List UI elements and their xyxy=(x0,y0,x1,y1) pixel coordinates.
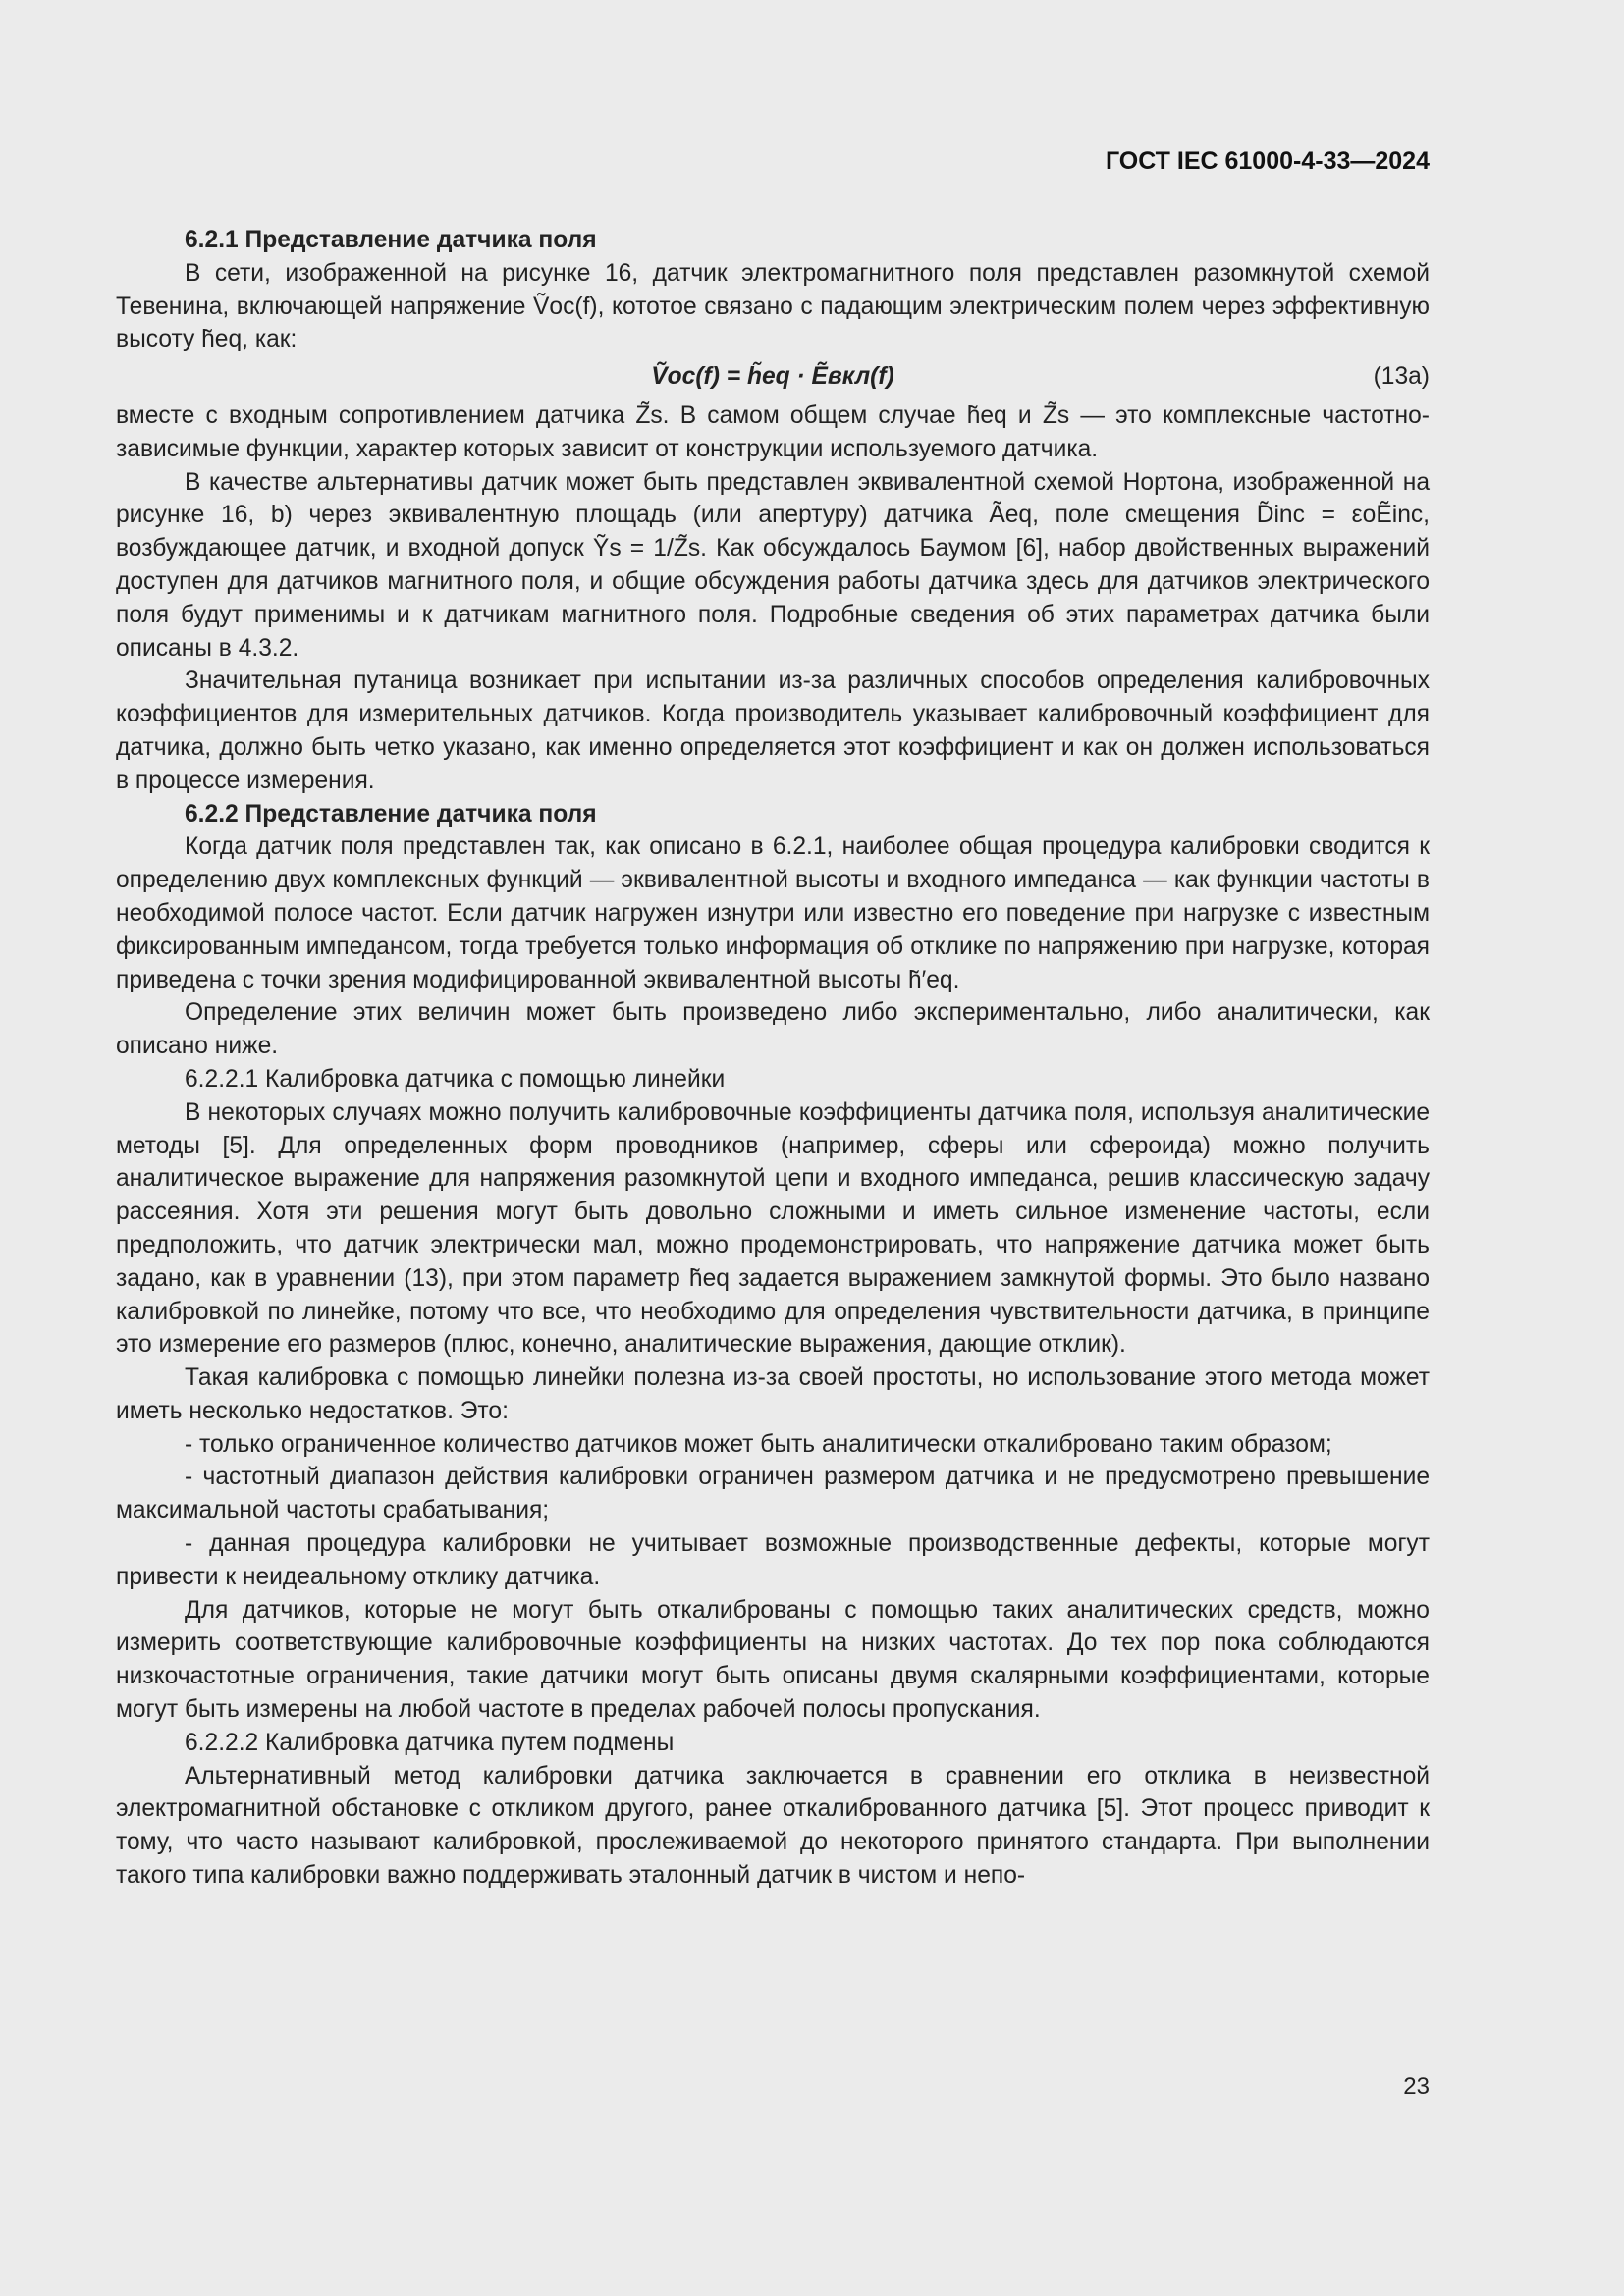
paragraph: 6.2.2.1 Калибровка датчика с помощью линейки xyxy=(185,1065,726,1093)
equation xyxy=(116,360,1430,394)
paragraph: - данная процедура калибровки не учитывает возможные производственные дефекты, которые могут привести к неидеальному отклику датчика. xyxy=(116,1530,1430,1590)
paragraph: Для датчиков, которые не могут быть откалиброваны с помощью таких аналитических средств, можно измерить соответствующие калибровочные коэффициенты на низких частотах. До тех пор пока соблюдаются низкочастотные ограничения, такие датчики могут быть описаны двумя скалярными коэффициентами, которые могут быть измерены на любой частоте в пределах рабочей полосы пропускания. xyxy=(116,1596,1430,1724)
document-id-header: ГОСТ IEC 61000-4-33—2024 xyxy=(1105,147,1430,175)
paragraph: Такая калибровка с помощью линейки полезна из-за своей простоты, но использование этого метода может иметь несколько недостатков. Это: xyxy=(116,1364,1430,1424)
paragraph: вместе с входным сопротивлением датчика Z̃s. В самом общем случае h̃eq и Z̃s — это комплексные частотно-зависимые функции, характер которых зависит от конструкции используемого датчика. xyxy=(116,401,1430,462)
paragraph: 6.2.2.2 Калибровка датчика путем подмены xyxy=(185,1729,675,1756)
paragraph: - только ограниченное количество датчиков может быть аналитически откалибровано таким образом; xyxy=(185,1430,1332,1458)
section-heading: 6.2.2 Представление датчика поля xyxy=(185,800,597,828)
paragraph: Значительная путаница возникает при испытании из-за различных способов определения калибровочных коэффициентов для измерительных датчиков. Когда производитель указывает калибровочный коэффициент для датчика, должно быть четко указано, как именно определяется этот коэффициент и как он должен использоваться в процессе измерения. xyxy=(116,667,1430,794)
equation-number: (13а) xyxy=(1373,363,1430,391)
section-heading: 6.2.1 Представление датчика поля xyxy=(185,227,597,253)
paragraph: Альтернативный метод калибровки датчика заключается в сравнении его отклика в неизвестной электромагнитной обстановке с откликом другого, ранее откалиброванного датчика [5]. Этот процесс приводит к тому, что часто называют калибровкой, прослеживаемой до некоторого принятого стандарта. При выполнении такого типа калибровки важно поддерживать эталонный датчик в чистом и непо- xyxy=(116,1762,1430,1890)
paragraph: В качестве альтернативы датчик может быть представлен эквивалентной схемой Нортона, изображенной на рисунке 16, b) через эквивалентную площадь (или апертуру) датчика Ãeq, поле смещения D̃inc = εoẼinc, возбуждающее датчик, и входной допуск Ỹs = 1/Z̃s. Как обсуждалось Баумом [6], набор двойственных выражений доступен для датчиков магнитного поля, и общие обсуждения работы датчика здесь для датчиков электрического поля будут применимы и к датчикам магнитного поля. Подробные сведения об этих параметрах датчика были описаны в 4.3.2. xyxy=(116,468,1430,662)
paragraph: В некоторых случаях можно получить калибровочные коэффициенты датчика поля, используя аналитические методы [5]. Для определенных форм проводников (например, сферы или сфероида) можно получить аналитическое выражение для напряжения разомкнутой цепи и входного импеданса, решив классическую задачу рассеяния. Хотя эти решения могут быть довольно сложными и иметь сильное изменение частоты, если предположить, что датчик электрически мал, можно продемонстрировать, что напряжение датчика может быть задано, как в уравнении (13), при этом параметр h̃eq задается выражением замкнутой формы. Это было названо калибровкой по линейке, потому что все, что необходимо для определения чувствительности датчика, в принципе это измерение его размеров (плюс, конечно, аналитические выражения, дающие отклик). xyxy=(116,1098,1430,1359)
page-number: 23 xyxy=(1403,2073,1430,2100)
paragraph: В сети, изображенной на рисунке 16, датчик электромагнитного поля представлен разомкнутой схемой Тевенина, включающей напряжение Ṽoc(f), кототое связано с падающим электрическим полем через эффективную высоту h̃eq, как: xyxy=(116,259,1430,353)
paragraph: Определение этих величин может быть произведено либо экспериментально, либо аналитически, как описано ниже. xyxy=(116,999,1430,1060)
paragraph: Когда датчик поля представлен так, как описано в 6.2.1, наиболее общая процедура калибровки сводится к определению двух комплексных функций — эквивалентной высоты и входного импеданса — как функции частоты в необходимой полосе частот. Если датчик нагружен изнутри или известно его поведение при нагрузке с известным фиксированным импедансом, тогда требуется только информация об отклике по напряжению при нагрузке, которая приведена с точки зрения модифицированной эквивалентной высоты h̃′eq. xyxy=(116,833,1430,993)
paragraph: - частотный диапазон действия калибровки ограничен размером датчика и не предусмотрено превышение максимальной частоты срабатывания; xyxy=(116,1464,1430,1524)
equation-formula: Ṽoc(f) = h̃eq · Ẽвкл(f) xyxy=(651,363,894,391)
body-text xyxy=(116,224,1430,1893)
